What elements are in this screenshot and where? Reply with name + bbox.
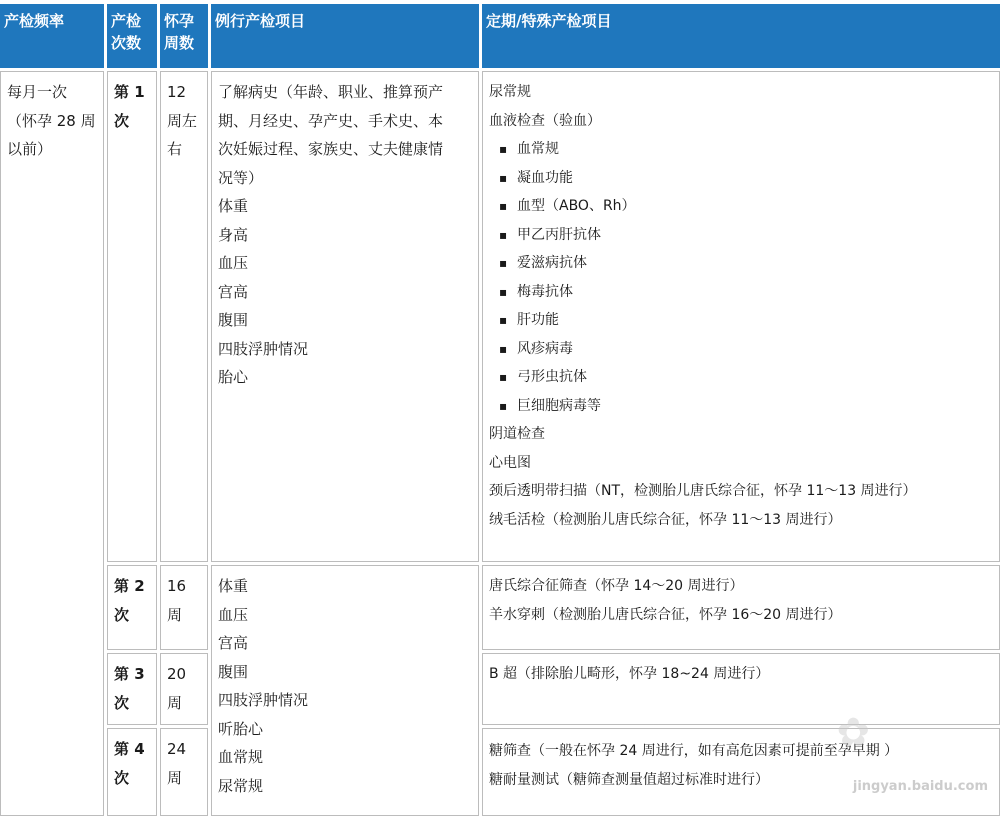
visit-number-line: 第 1 (114, 83, 145, 101)
frequency-line: 每月一次 (7, 83, 68, 101)
routine-item: 了解病史（年龄、职业、推算预产 (218, 83, 444, 101)
visit-3-special (482, 653, 1000, 725)
special-item-bullet: ▪ 血常规 (489, 135, 993, 164)
special-item: 羊水穿刺（检测胎儿唐氏综合征，怀孕 16～20 周进行） (489, 606, 842, 623)
watermark: jingyan.baidu.com (852, 779, 988, 794)
visit-number-line: 第 3 (114, 665, 145, 683)
special-item-bullet: ▪ 梅毒抗体 (489, 278, 993, 307)
header-visit-no: 产检 次数 (107, 4, 157, 68)
visit-2-special (482, 565, 1000, 650)
special-item-bullet: ▪ 风疹病毒 (489, 335, 993, 364)
visit-number-line: 次 (114, 693, 130, 712)
routine-item: 宫高 (218, 634, 249, 652)
special-item: 糖筛查（一般在怀孕 24 周进行，如有高危因素可提前至孕早期 ） (489, 743, 899, 759)
routine-item: 腹围 (218, 311, 249, 329)
frequency-line: （怀孕 28 周 (7, 111, 96, 130)
special-item: 心电图 (489, 454, 531, 471)
visit-number-line: 次 (114, 768, 130, 787)
visit-1-routine (211, 71, 479, 562)
visit-2-week (160, 565, 208, 650)
routine-item: 四肢浮肿情况 (218, 691, 309, 709)
frequency-line: 以前） (7, 140, 53, 158)
header-week: 怀孕 周数 (160, 4, 208, 68)
visit-4-number (107, 728, 157, 816)
special-item-bullet: ▪ 爱滋病抗体 (489, 249, 993, 278)
special-item: 阴道检查 (489, 426, 545, 442)
visit-number-line: 次 (114, 111, 130, 130)
routine-item: 尿常规 (218, 776, 264, 795)
special-item-bullet: ▪ 肝功能 (489, 306, 993, 335)
special-item: B 超（排除胎儿畸形，怀孕 18~24 周进行） (489, 666, 770, 682)
routine-item: 胎心 (218, 368, 249, 386)
special-item: 唐氏综合征筛查（怀孕 14～20 周进行） (489, 578, 744, 594)
visit-2-number (107, 565, 157, 650)
special-item: 颈后透明带扫描（NT，检测胎儿唐氏综合征，怀孕 11～13 周进行） (489, 483, 917, 499)
week-line: 周 (167, 768, 183, 787)
week-line: 24 (167, 740, 187, 758)
special-item-bullet: ▪ 凝血功能 (489, 164, 993, 193)
week-line: 12 (167, 83, 187, 101)
week-line: 20 (167, 665, 187, 683)
week-line: 周 (167, 605, 183, 624)
week-line: 16 (167, 577, 187, 595)
visit-4-week (160, 728, 208, 816)
routine-item: 况等） (218, 168, 264, 187)
header-special: 定期/特殊产检项目 (482, 4, 1000, 68)
routine-item: 期、月经史、孕产史、手术史、本 (218, 111, 444, 130)
visit-1-special (482, 71, 1000, 562)
routine-item: 血压 (218, 254, 249, 272)
special-item-bullet: ▪ 巨细胞病毒等 (489, 392, 993, 421)
visit-3-number (107, 653, 157, 725)
special-item: 尿常规 (489, 84, 531, 100)
routine-item: 血压 (218, 605, 249, 624)
visit-3-week (160, 653, 208, 725)
routine-item: 腹围 (218, 662, 249, 681)
special-item-bullet: ▪ 甲乙丙肝抗体 (489, 221, 993, 250)
routine-item: 体重 (218, 197, 249, 215)
visit-4-special (482, 728, 1000, 816)
visit-number-line: 第 4 (114, 740, 145, 758)
special-item: 糖耐量测试（糖筛查测量值超过标准时进行） (489, 771, 769, 788)
special-item-bullet: ▪ 血型（ABO、Rh） (489, 192, 993, 221)
routine-item: 体重 (218, 577, 249, 595)
routine-item: 身高 (218, 225, 249, 244)
week-line: 周 (167, 693, 183, 712)
routine-item: 次妊娠过程、家族史、丈夫健康情 (218, 140, 444, 158)
frequency-cell (0, 71, 104, 816)
routine-item: 听胎心 (218, 719, 264, 738)
visit-1-number (107, 71, 157, 562)
header-routine: 例行产检项目 (211, 4, 479, 68)
special-item: 绒毛活检（检测胎儿唐氏综合征，怀孕 11～13 周进行） (489, 511, 842, 528)
week-line: 右 (167, 140, 183, 158)
visit-number-line: 第 2 (114, 577, 145, 595)
routine-item: 四肢浮肿情况 (218, 339, 309, 358)
header-frequency: 产检频率 (0, 4, 104, 68)
week-line: 周左 (167, 111, 198, 130)
visit-1-week (160, 71, 208, 562)
special-item: 血液检查（验血） (489, 112, 601, 129)
routine-item: 血常规 (218, 748, 264, 766)
visits-2-4-routine (211, 565, 479, 816)
visit-number-line: 次 (114, 605, 130, 624)
baidu-paw-icon: ✿ (836, 710, 870, 756)
special-item-bullet: ▪ 弓形虫抗体 (489, 363, 993, 392)
routine-item: 宫高 (218, 282, 249, 301)
